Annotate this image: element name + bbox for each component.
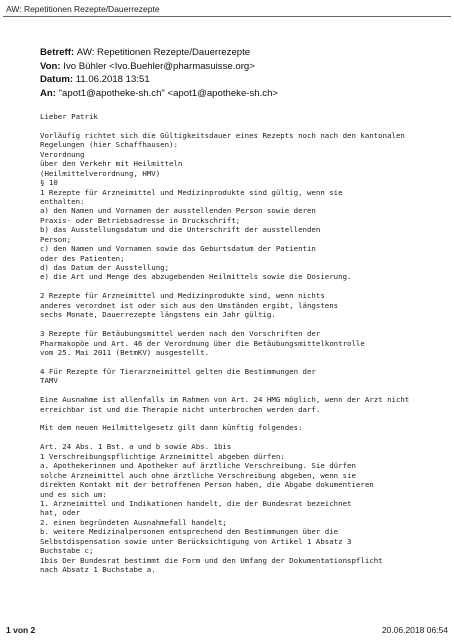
body-line: Praxis- oder Betriebsadresse in Druckschrift; (40, 215, 241, 225)
body-line: 1 Rezepte für Arzneimittel und Medizinprodukte sind gültig, wenn sie (40, 187, 343, 197)
body-line: (Heilmittelverordnung, HMV) (40, 168, 161, 178)
body-line: 3 Rezepte für Betäubungsmittel werden nach den Vorschriften der (40, 329, 321, 339)
body-line: c) den Namen und Vornamen sowie das Geburtsdatum der Patientin (40, 244, 316, 254)
body-line: 1 Verschreibungspflichtige Arzneimittel abgeben dürfen: (40, 451, 285, 461)
body-line: Person; (40, 234, 72, 244)
body-line: 4 Für Rezepte für Tierarzneimittel gelten die Bestimmungen der (40, 366, 316, 376)
body-line: Selbstdispensation sowie unter Berücksichtigung von Artikel 1 Absatz 3 (40, 536, 352, 546)
body-line: nach Absatz 1 Buchstabe a. (40, 565, 156, 574)
body-line: Lieber Patrik (40, 112, 98, 121)
body-line (40, 386, 450, 395)
body-line (40, 433, 450, 442)
email-header (40, 46, 278, 100)
subject-row (40, 46, 278, 60)
from-value: Ivo Bühler <Ivo.Buehler@pharmasuisse.org> (63, 60, 255, 72)
body-line: 1. Arzneimittel und Indikationen handelt, die der Bundesrat bezeichnet (40, 498, 352, 508)
from-label: Von: (40, 60, 61, 72)
to-label: An: (40, 87, 56, 99)
body-line: Verordnung (40, 149, 85, 159)
body-line: und es sich um: (40, 489, 107, 499)
body-line: Eine Ausnahme ist allenfalls im Rahmen von Art. 24 HMG möglich, wenn der Arzt nicht (40, 395, 410, 405)
body-line: 2. einen begründeten Ausnahmefall handelt; (40, 517, 227, 527)
page-header: AW: Repetitionen Rezepte/Dauerrezepte (6, 4, 160, 14)
body-line: 2 Rezepte für Arzneimittel und Medizinprodukte sind, wenn nichts (40, 291, 325, 301)
body-line: oder des Patienten; (40, 253, 125, 263)
body-line: sechs Monate, Dauerrezepte längstens ein Jahr gültig. (40, 310, 276, 320)
body-line: a. Apothekerinnen und Apotheker auf ärztliche Verschreibung. Sie dürfen (40, 461, 356, 471)
subject-value: AW: Repetitionen Rezepte/Dauerrezepte (76, 47, 251, 58)
body-line: direkten Kontakt mit der betroffenen Person haben, die Abgabe dokumentieren (40, 480, 374, 490)
to-row (40, 87, 278, 101)
header-divider (3, 16, 451, 17)
print-timestamp: 20.06.2018 06:54 (381, 625, 448, 635)
body-line: b. weitere Medizinalpersonen entsprechend den Bestimmungen über die (40, 527, 339, 537)
body-line: 1bis Der Bundesrat bestimmt die Form und den Umfang der Dokumentationspflicht (40, 555, 383, 565)
body-line (40, 121, 450, 130)
page-number: 1 von 2 (6, 625, 36, 635)
body-line: Pharmakopöe und Art. 46 der Verordnung über die Betäubungsmittelkontrolle (40, 338, 365, 348)
body-line: Buchstabe c; (40, 546, 94, 556)
body-line (40, 320, 450, 329)
body-line: § 10 (40, 178, 58, 188)
body-line: erreichbar ist und die Therapie nicht unterbrochen werden darf. (40, 404, 321, 414)
body-line: e) die Art und Menge des abzugebenden Heilmittels sowie die Dosierung. (40, 272, 352, 282)
body-line: Regelungen (hier Schaffhausen): (40, 140, 178, 150)
body-line (40, 282, 450, 291)
body-line: d) das Datum der Ausstellung; (40, 263, 170, 272)
to-value: "apot1@apotheke-sh.ch" <apot1@apotheke-sh.ch> (58, 87, 279, 99)
date-label: Datum: (40, 74, 74, 86)
email-body (40, 112, 450, 574)
body-line: a) den Namen und Vornamen der ausstellenden Person sowie deren (40, 206, 316, 216)
from-row (40, 60, 278, 74)
body-line (40, 414, 450, 423)
date-value: 11.06.2018 13:51 (75, 74, 150, 86)
body-line: anderes verordnet ist oder sich aus den Umständen ergibt, längstens (40, 300, 339, 310)
body-line: Art. 24 Abs. 1 Bst. a und b sowie Abs. 1bis (40, 442, 232, 452)
body-line: hat, oder (40, 508, 81, 518)
date-row (40, 73, 278, 87)
body-line: solche Arzneimittel auch ohne ärztliche Verschreibung abgeben, wenn sie (40, 470, 356, 480)
subject-label: Betreff: (40, 47, 75, 58)
body-line: vom 25. Mai 2011 (BetmKV) ausgestellt. (40, 347, 210, 357)
body-line: TAMV (40, 376, 58, 386)
body-line: Vorläufig richtet sich die Gültigkeitsdauer eines Rezepts noch nach den kantonalen (40, 130, 405, 140)
body-line: Mit dem neuen Heilmittelgesetz gilt dann künftig folgendes: (40, 423, 303, 433)
body-line: enthalten: (40, 196, 85, 206)
body-line (40, 357, 450, 366)
body-line: b) das Ausstellungsdatum und die Unterschrift der ausstellenden (40, 225, 321, 235)
body-line: über den Verkehr mit Heilmitteln (40, 159, 183, 169)
